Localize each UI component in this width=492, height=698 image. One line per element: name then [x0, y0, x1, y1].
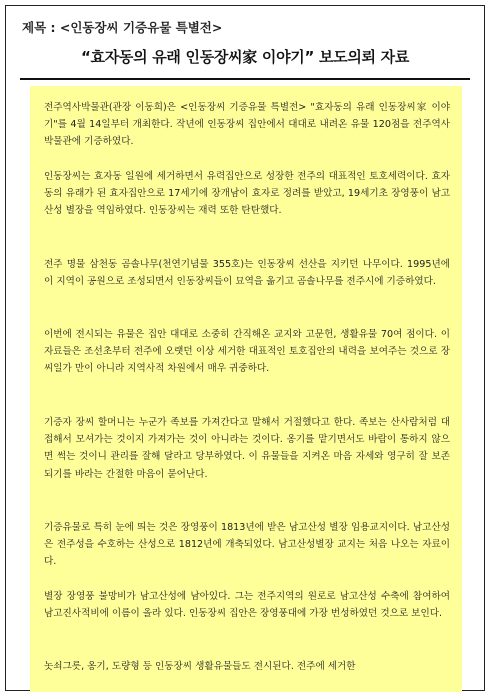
document-frame	[5, 5, 485, 691]
body-paragraph: 별장 장영풍 불망비가 남고산성에 남아있다. 그는 전주지역의 원로로 남고산성 수축에 참여하여 남고진사적비에 이름이 올라 있다. 인동장씨 집안은 장영풍대에 가장 번성하였던 것으로 보인다.	[44, 591, 450, 620]
body-paragraph: 전주역사박물관(관장 이동희)은 <인동장씨 기증유물 특별전> "효자동의 유래 인동장씨家 이야기"를 4월 14일부터 개최한다. 작년에 인동장씨 집안에서 대대로 내려온 유물 120점을 전주역사박물관에 기증하였다.	[44, 102, 450, 148]
body-paragraph: 인동장씨는 효자동 일원에 세거하면서 유력집안으로 성장한 전주의 대표적인 토호세력이다. 효자동의 유래가 된 효자집안으로 17세기에 장개남이 효자로 정려를 받았고, 19세기초 장영풍이 남고산성 별장을 역임하였다. 인동장씨는 재력 또한 탄탄했다.	[44, 171, 450, 217]
press-release-body	[30, 86, 462, 692]
body-paragraph: 이번에 전시되는 유물은 집안 대대로 소중히 간직해온 교지와 고문헌, 생활유물 70여 점이다. 이 자료들은 조선초부터 전주에 오랫던 이상 세거한 대표적인 토호집안의 내력을 보여주는 것으로 장씨일가 만이 아니라 지역사적 차원에서 매우 귀중하다.	[44, 329, 450, 375]
document-headline: “효자동의 유래 인동장씨家 이야기” 보도의뢰 자료	[80, 48, 410, 66]
body-paragraph: 놋쇠그릇, 옹기, 도량형 등 인동장씨 생활유물들도 전시된다. 전주에 세거한	[44, 661, 356, 672]
body-paragraph: 기증자 장씨 할머니는 누군가 족보를 가져간다고 말해서 거절했다고 한다. 족보는 산사람처럼 대접해서 모셔가는 것이지 가져가는 것이 아니라는 것이다. 옹기를 맡기면서도 바람이 통하지 않으면 썩는 것이니 관리를 잘해 달라고 당부하였다. 이 유물들을 지켜온 마음 자세와 영구히 잘 보존되기를 바라는 간절한 마음이 묻어난다.	[44, 417, 450, 480]
body-paragraph: 전주 명물 삼천동 곰솔나무(천연기념물 355호)는 인동장씨 선산을 지키던 나무이다. 1995년에 이 지역이 공원으로 조성되면서 인동장씨들이 묘역을 옮기고 곰솔나무를 전주시에 기증하였다.	[44, 259, 450, 288]
subject-line: 제목 : <인동장씨 기증유물 특별전>	[22, 20, 223, 35]
body-paragraph: 기증유물로 특히 눈에 띄는 것은 장영풍이 1813년에 받은 남고산성 별장 임용교지이다. 남고산성은 전주성을 수호하는 산성으로 1812년에 개축되었다. 남고산성별장 교지는 처음 나오는 자료이다.	[44, 522, 450, 568]
headline-divider	[20, 78, 470, 80]
